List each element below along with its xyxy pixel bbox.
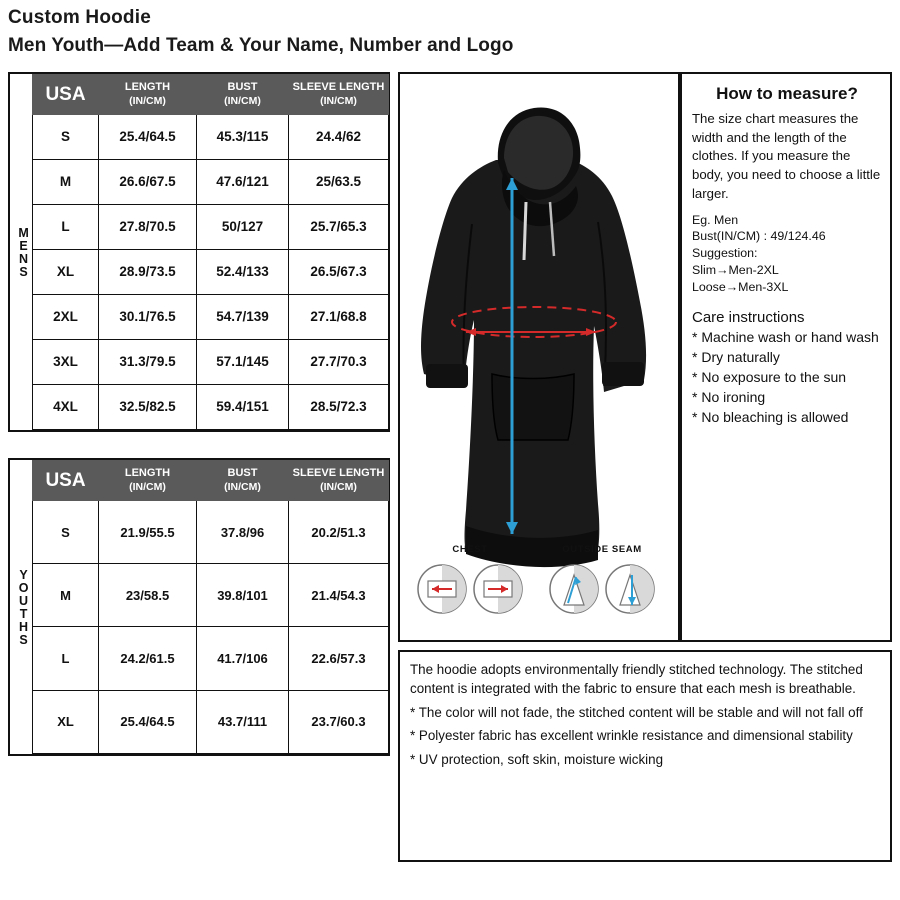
youths-side-label — [12, 460, 34, 754]
column-header-length — [99, 461, 197, 501]
column-header-sleeve — [289, 461, 389, 501]
cell-size: 4XL — [33, 384, 99, 429]
cell-bust: 59.4/151 — [197, 384, 289, 429]
column-header-sleeve — [289, 75, 389, 115]
measure-example — [692, 212, 882, 296]
how-to-measure-paragraph: The size chart measures the width and the length of the clothes. If you measure the body, you need to choose a little larger. — [692, 111, 881, 201]
cell-bust: 43.7/111 — [197, 690, 289, 753]
care-item: * Dry naturally — [692, 349, 780, 366]
description-line: * UV protection, soft skin, moisture wicking — [410, 751, 664, 767]
column-header-bust-text: BUST — [227, 467, 258, 479]
cell-length: 25.4/64.5 — [99, 690, 197, 753]
care-instructions-title: Care instructions — [692, 309, 805, 327]
cell-size: L — [33, 204, 99, 249]
cell-size: XL — [33, 249, 99, 294]
how-to-measure-title: How to measure? — [716, 84, 858, 103]
care-item: * No ironing — [692, 388, 766, 405]
measure-example-line-1: Eg. Men — [692, 212, 739, 227]
youths-size-table — [32, 460, 389, 754]
outside-seam-measure-icon — [542, 561, 662, 617]
outside-seam-icon-group — [542, 544, 662, 622]
product-description-panel — [398, 650, 892, 862]
tables-spacer — [8, 432, 390, 458]
youths-side-label-text: YOUTHS — [16, 568, 31, 646]
cell-size: L — [33, 627, 99, 690]
cell-length: 25.4/64.5 — [99, 114, 197, 159]
how-to-measure-panel — [680, 72, 892, 642]
page-header — [0, 0, 900, 58]
column-header-sleeve-unit: (IN/CM) — [320, 480, 357, 493]
cell-size: XL — [33, 690, 99, 753]
column-header-usa: USA — [33, 75, 99, 115]
cell-bust: 52.4/133 — [197, 249, 289, 294]
hoodie-photo-panel — [398, 72, 680, 642]
cell-bust: 37.8/96 — [197, 500, 289, 563]
cell-sleeve: 20.2/51.3 — [289, 500, 389, 563]
content-layout — [0, 72, 900, 900]
cell-size: S — [33, 500, 99, 563]
mens-size-table-block — [8, 72, 390, 432]
cell-length: 31.3/79.5 — [99, 339, 197, 384]
cell-length: 32.5/82.5 — [99, 384, 197, 429]
cell-bust: 54.7/139 — [197, 294, 289, 339]
table-row — [33, 339, 389, 384]
table-row — [33, 627, 389, 690]
outside-seam-icon-label: OUTSIDE SEAM — [562, 544, 642, 555]
column-header-bust-unit: (IN/CM) — [224, 480, 261, 493]
description-line: The hoodie adopts environmentally friendly stitched technology. The stitched content is integrated with the fabric to ensure that each mesh is breathable. — [410, 662, 863, 697]
table-row — [33, 690, 389, 753]
cell-length: 24.2/61.5 — [99, 627, 197, 690]
cell-bust: 50/127 — [197, 204, 289, 249]
column-header-length-text: LENGTH — [124, 81, 171, 93]
column-header-length-text: LENGTH — [124, 467, 171, 479]
cell-bust: 45.3/115 — [197, 114, 289, 159]
column-header-bust-text: BUST — [227, 81, 258, 93]
cell-sleeve: 24.4/62 — [289, 114, 389, 159]
top-panels — [398, 72, 892, 642]
table-header-row — [33, 75, 389, 115]
mens-size-table — [32, 74, 389, 430]
chest-icon-label: CHEST — [452, 544, 488, 555]
description-line: * The color will not fade, the stitched content will be stable and will not fall off — [410, 704, 863, 720]
cell-sleeve: 26.5/67.3 — [289, 249, 389, 294]
size-tables-column — [8, 72, 390, 756]
cell-bust: 41.7/106 — [197, 627, 289, 690]
cell-sleeve: 25/63.5 — [289, 159, 389, 204]
cell-sleeve: 28.5/72.3 — [289, 384, 389, 429]
column-header-bust — [197, 75, 289, 115]
cell-size: 2XL — [33, 294, 99, 339]
table-header-row — [33, 461, 389, 501]
page-title: Custom Hoodie — [8, 7, 151, 28]
cell-sleeve: 27.1/68.8 — [289, 294, 389, 339]
measure-example-line-3: Suggestion: — [692, 246, 758, 261]
chest-icon-group — [410, 544, 530, 622]
cell-sleeve: 25.7/65.3 — [289, 204, 389, 249]
table-row — [33, 500, 389, 563]
table-row — [33, 159, 389, 204]
table-row — [33, 294, 389, 339]
cell-size: M — [33, 159, 99, 204]
table-row — [33, 384, 389, 429]
cell-length: 28.9/73.5 — [99, 249, 197, 294]
measure-example-line-5: Loose→Men-3XL — [692, 279, 789, 294]
cell-sleeve: 27.7/70.3 — [289, 339, 389, 384]
care-item: * No exposure to the sun — [692, 369, 847, 386]
table-row — [33, 114, 389, 159]
column-header-length-unit: (IN/CM) — [129, 480, 166, 493]
cell-sleeve: 22.6/57.3 — [289, 627, 389, 690]
right-column — [398, 72, 892, 642]
column-header-bust-unit: (IN/CM) — [224, 94, 261, 107]
youths-size-table-block — [8, 458, 390, 756]
table-row — [33, 204, 389, 249]
cell-length: 30.1/76.5 — [99, 294, 197, 339]
table-row — [33, 564, 389, 627]
column-header-usa: USA — [33, 461, 99, 501]
column-header-sleeve-unit: (IN/CM) — [320, 94, 357, 107]
measure-icons-row — [400, 544, 678, 632]
cell-size: S — [33, 114, 99, 159]
description-line: * Polyester fabric has excellent wrinkle resistance and dimensional stability — [410, 728, 853, 744]
measure-example-line-2: Bust(IN/CM) : 49/124.46 — [692, 229, 826, 244]
cell-bust: 39.8/101 — [197, 564, 289, 627]
mens-side-label-text: MENS — [16, 226, 31, 278]
table-row — [33, 249, 389, 294]
column-header-length-unit: (IN/CM) — [129, 94, 166, 107]
column-header-sleeve-text: SLEEVE LENGTH — [292, 467, 385, 479]
cell-bust: 57.1/145 — [197, 339, 289, 384]
page-subtitle: Men Youth—Add Team & Your Name, Number and Logo — [8, 34, 514, 56]
cell-sleeve: 23.7/60.3 — [289, 690, 389, 753]
chest-measure-icon — [410, 561, 530, 617]
cell-size: 3XL — [33, 339, 99, 384]
measure-example-line-4: Slim→Men-2XL — [692, 262, 779, 277]
cell-length: 26.6/67.5 — [99, 159, 197, 204]
care-item: * Machine wash or hand wash — [692, 329, 879, 346]
mens-side-label — [12, 74, 34, 430]
care-instructions-list — [692, 328, 882, 427]
cell-size: M — [33, 564, 99, 627]
care-item: * No bleaching is allowed — [692, 408, 849, 425]
column-header-sleeve-text: SLEEVE LENGTH — [292, 81, 385, 93]
cell-sleeve: 21.4/54.3 — [289, 564, 389, 627]
column-header-length — [99, 75, 197, 115]
cell-bust: 47.6/121 — [197, 159, 289, 204]
cell-length: 23/58.5 — [99, 564, 197, 627]
cell-length: 21.9/55.5 — [99, 500, 197, 563]
cell-length: 27.8/70.5 — [99, 204, 197, 249]
column-header-bust — [197, 461, 289, 501]
